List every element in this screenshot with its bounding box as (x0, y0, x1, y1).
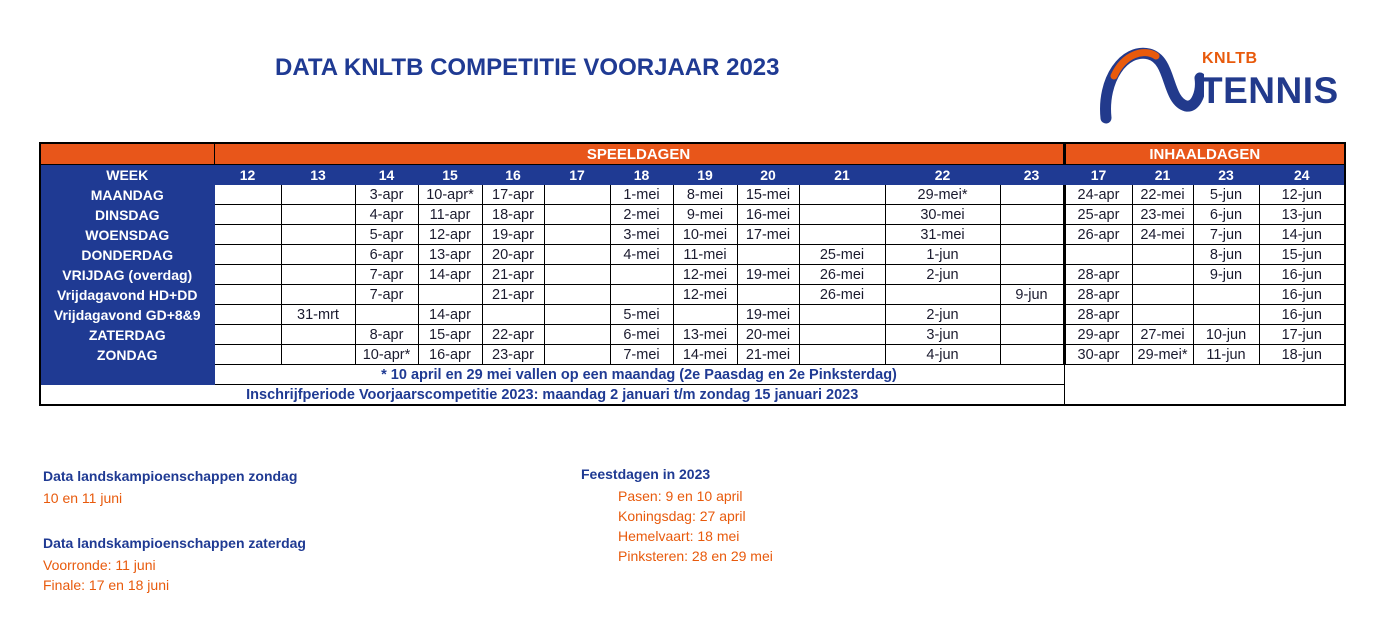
date-cell (281, 325, 355, 345)
inhaal-date-cell: 30-apr (1064, 345, 1132, 365)
date-cell: 11-mei (673, 245, 737, 265)
day-label: WOENSDAG (40, 225, 214, 245)
date-cell (214, 285, 281, 305)
date-cell (799, 325, 885, 345)
footnote: * 10 april en 29 mei vallen op een maandag (2e Paasdag en 2e Pinksterdag) (214, 365, 1064, 385)
inhaal-date-cell (1064, 245, 1132, 265)
date-cell (673, 305, 737, 325)
date-cell: 13-apr (418, 245, 482, 265)
date-cell (1000, 265, 1064, 285)
date-cell: 14-apr (418, 305, 482, 325)
date-cell: 26-mei (799, 285, 885, 305)
table-row (40, 325, 1345, 345)
date-cell: 3-apr (355, 185, 418, 205)
inhaal-date-cell: 12-jun (1259, 185, 1345, 205)
date-cell: 31-mrt (281, 305, 355, 325)
date-cell: 21-mei (737, 345, 799, 365)
table-row (40, 225, 1345, 245)
date-cell (214, 225, 281, 245)
section-heading: Data landskampioenschappen zondag (43, 468, 298, 484)
inhaal-date-cell (1132, 265, 1193, 285)
date-cell: 14-apr (418, 265, 482, 285)
date-cell (544, 245, 610, 265)
table-row (40, 265, 1345, 285)
inhaal-date-cell: 29-apr (1064, 325, 1132, 345)
inhaal-date-cell: 16-jun (1259, 285, 1345, 305)
day-label: Vrijdagavond HD+DD (40, 285, 214, 305)
date-cell: 19-mei (737, 265, 799, 285)
date-cell: 3-mei (610, 225, 673, 245)
inhaal-date-cell (1132, 285, 1193, 305)
inhaal-date-cell: 29-mei* (1132, 345, 1193, 365)
date-cell: 17-apr (482, 185, 544, 205)
date-cell (544, 325, 610, 345)
date-cell: 21-apr (482, 285, 544, 305)
date-cell: 20-apr (482, 245, 544, 265)
date-cell (544, 265, 610, 285)
inhaal-date-cell: 26-apr (1064, 225, 1132, 245)
date-cell: 4-apr (355, 205, 418, 225)
kampioen-zaterdag-section (43, 535, 306, 593)
date-cell: 3-jun (885, 325, 1000, 345)
week-number: 17 (544, 165, 610, 185)
date-cell (214, 325, 281, 345)
footnote-corner (40, 365, 214, 385)
date-cell (214, 205, 281, 225)
date-cell (885, 285, 1000, 305)
date-cell (214, 305, 281, 325)
date-cell: 29-mei* (885, 185, 1000, 205)
logo-sub-text: KNLTB (1202, 50, 1258, 67)
date-cell: 19-mei (737, 305, 799, 325)
date-cell (482, 305, 544, 325)
inhaal-date-cell: 23-mei (1132, 205, 1193, 225)
day-label: VRIJDAG (overdag) (40, 265, 214, 285)
date-cell (799, 205, 885, 225)
section-line: Hemelvaart: 18 mei (618, 528, 740, 544)
date-cell: 7-apr (355, 265, 418, 285)
inhaal-date-cell (1193, 305, 1259, 325)
week-number: 12 (214, 165, 281, 185)
speeldagen-header: SPEELDAGEN (214, 143, 1064, 165)
inhaal-date-cell: 27-mei (1132, 325, 1193, 345)
table-row (40, 345, 1345, 365)
competition-table (39, 142, 1346, 406)
inhaal-date-cell: 5-jun (1193, 185, 1259, 205)
registration-period: Inschrijfperiode Voorjaarscompetitie 2023: maandag 2 januari t/m zondag 15 januari 2023 (40, 385, 1064, 406)
date-cell (281, 285, 355, 305)
date-cell: 12-mei (673, 285, 737, 305)
inhaal-date-cell: 28-apr (1064, 285, 1132, 305)
date-cell (799, 185, 885, 205)
date-cell: 30-mei (885, 205, 1000, 225)
date-cell: 10-mei (673, 225, 737, 245)
inhaal-date-cell (1193, 285, 1259, 305)
date-cell (214, 265, 281, 285)
date-cell (799, 225, 885, 245)
footnote-row (40, 365, 1345, 385)
date-cell (1000, 325, 1064, 345)
inhaal-week-number: 21 (1132, 165, 1193, 185)
date-cell (1000, 245, 1064, 265)
date-cell: 26-mei (799, 265, 885, 285)
inhaal-date-cell: 22-mei (1132, 185, 1193, 205)
date-cell (418, 285, 482, 305)
inhaal-date-cell: 14-jun (1259, 225, 1345, 245)
date-cell: 15-apr (418, 325, 482, 345)
date-cell: 10-apr* (418, 185, 482, 205)
date-cell (1000, 305, 1064, 325)
date-cell: 7-apr (355, 285, 418, 305)
date-cell (799, 305, 885, 325)
date-cell: 5-apr (355, 225, 418, 245)
logo-swoosh-icon (1094, 40, 1204, 130)
footnote-blank (1064, 365, 1345, 385)
date-cell: 9-jun (1000, 285, 1064, 305)
date-cell (214, 185, 281, 205)
date-cell (281, 245, 355, 265)
inhaal-date-cell: 17-jun (1259, 325, 1345, 345)
date-cell: 2-jun (885, 265, 1000, 285)
date-cell (737, 245, 799, 265)
date-cell: 11-apr (418, 205, 482, 225)
date-cell: 7-mei (610, 345, 673, 365)
date-cell (544, 185, 610, 205)
date-cell: 8-apr (355, 325, 418, 345)
feestdagen-section (581, 466, 773, 564)
section-line: Koningsdag: 27 april (618, 508, 746, 524)
date-cell (610, 265, 673, 285)
date-cell: 16-apr (418, 345, 482, 365)
table-row (40, 285, 1345, 305)
date-cell: 31-mei (885, 225, 1000, 245)
section-line: Finale: 17 en 18 juni (43, 577, 170, 593)
date-cell: 12-apr (418, 225, 482, 245)
inhaal-date-cell: 13-jun (1259, 205, 1345, 225)
inhaal-date-cell (1132, 305, 1193, 325)
date-cell (1000, 185, 1064, 205)
date-cell (737, 285, 799, 305)
date-cell: 14-mei (673, 345, 737, 365)
date-cell: 22-apr (482, 325, 544, 345)
date-cell: 2-mei (610, 205, 673, 225)
table-row (40, 245, 1345, 265)
section-line: Voorronde: 11 juni (43, 557, 156, 573)
inhaal-date-cell: 16-jun (1259, 265, 1345, 285)
date-cell: 17-mei (737, 225, 799, 245)
date-cell: 21-apr (482, 265, 544, 285)
day-label: MAANDAG (40, 185, 214, 205)
table-row (40, 205, 1345, 225)
date-cell (355, 305, 418, 325)
date-cell: 5-mei (610, 305, 673, 325)
date-cell (544, 225, 610, 245)
date-cell: 1-jun (885, 245, 1000, 265)
date-cell (544, 205, 610, 225)
section-line: 10 en 11 juni (43, 490, 123, 506)
section-heading: Data landskampioenschappen zaterdag (43, 535, 306, 551)
registration-blank (1064, 385, 1345, 406)
date-cell: 20-mei (737, 325, 799, 345)
inhaal-date-cell: 28-apr (1064, 265, 1132, 285)
kampioen-zondag-section (43, 468, 297, 506)
date-cell: 15-mei (737, 185, 799, 205)
date-cell (799, 345, 885, 365)
date-cell (214, 345, 281, 365)
section-line: Pasen: 9 en 10 april (618, 488, 743, 504)
inhaal-date-cell: 7-jun (1193, 225, 1259, 245)
inhaal-date-cell (1132, 245, 1193, 265)
table-row (40, 305, 1345, 325)
date-cell: 2-jun (885, 305, 1000, 325)
inhaal-week-number: 23 (1193, 165, 1259, 185)
date-cell: 9-mei (673, 205, 737, 225)
inhaal-date-cell: 16-jun (1259, 305, 1345, 325)
date-cell (1000, 345, 1064, 365)
day-label: Vrijdagavond GD+8&9 (40, 305, 214, 325)
week-number: 14 (355, 165, 418, 185)
inhaal-date-cell: 18-jun (1259, 345, 1345, 365)
date-cell: 13-mei (673, 325, 737, 345)
date-cell: 18-apr (482, 205, 544, 225)
inhaal-date-cell: 10-jun (1193, 325, 1259, 345)
date-cell: 10-apr* (355, 345, 418, 365)
date-cell (281, 345, 355, 365)
inhaaldagen-header: INHAALDAGEN (1064, 143, 1345, 165)
week-number: 22 (885, 165, 1000, 185)
date-cell (544, 345, 610, 365)
date-cell: 19-apr (482, 225, 544, 245)
registration-row (40, 385, 1345, 406)
week-number: 21 (799, 165, 885, 185)
date-cell (281, 225, 355, 245)
date-cell: 4-mei (610, 245, 673, 265)
week-label: WEEK (40, 165, 214, 185)
header-corner (40, 143, 214, 165)
week-row (40, 165, 1345, 185)
inhaal-date-cell: 6-jun (1193, 205, 1259, 225)
date-cell (544, 305, 610, 325)
date-cell: 4-jun (885, 345, 1000, 365)
date-cell (610, 285, 673, 305)
inhaal-date-cell: 24-mei (1132, 225, 1193, 245)
date-cell (1000, 205, 1064, 225)
logo-main-text: TENNIS (1200, 70, 1339, 111)
table-row (40, 185, 1345, 205)
section-heading: Feestdagen in 2023 (581, 466, 711, 482)
inhaal-date-cell: 15-jun (1259, 245, 1345, 265)
date-cell: 23-apr (482, 345, 544, 365)
inhaal-week-number: 17 (1064, 165, 1132, 185)
week-number: 18 (610, 165, 673, 185)
week-number: 15 (418, 165, 482, 185)
inhaal-date-cell: 8-jun (1193, 245, 1259, 265)
date-cell (281, 185, 355, 205)
date-cell: 16-mei (737, 205, 799, 225)
section-header-row (40, 143, 1345, 165)
day-label: DONDERDAG (40, 245, 214, 265)
page-title: DATA KNLTB COMPETITIE VOORJAAR 2023 (275, 54, 780, 81)
date-cell (1000, 225, 1064, 245)
date-cell: 12-mei (673, 265, 737, 285)
day-label: DINSDAG (40, 205, 214, 225)
date-cell (214, 245, 281, 265)
date-cell: 8-mei (673, 185, 737, 205)
date-cell (544, 285, 610, 305)
week-number: 20 (737, 165, 799, 185)
date-cell: 1-mei (610, 185, 673, 205)
section-line: Pinksteren: 28 en 29 mei (618, 548, 773, 564)
date-cell (281, 265, 355, 285)
inhaal-date-cell: 9-jun (1193, 265, 1259, 285)
inhaal-date-cell: 11-jun (1193, 345, 1259, 365)
date-cell (281, 205, 355, 225)
inhaal-date-cell: 24-apr (1064, 185, 1132, 205)
week-number: 19 (673, 165, 737, 185)
date-cell: 6-mei (610, 325, 673, 345)
date-cell: 25-mei (799, 245, 885, 265)
day-label: ZONDAG (40, 345, 214, 365)
week-number: 13 (281, 165, 355, 185)
inhaal-date-cell: 25-apr (1064, 205, 1132, 225)
inhaal-week-number: 24 (1259, 165, 1345, 185)
date-cell: 6-apr (355, 245, 418, 265)
inhaal-date-cell: 28-apr (1064, 305, 1132, 325)
week-number: 23 (1000, 165, 1064, 185)
week-number: 16 (482, 165, 544, 185)
day-label: ZATERDAG (40, 325, 214, 345)
